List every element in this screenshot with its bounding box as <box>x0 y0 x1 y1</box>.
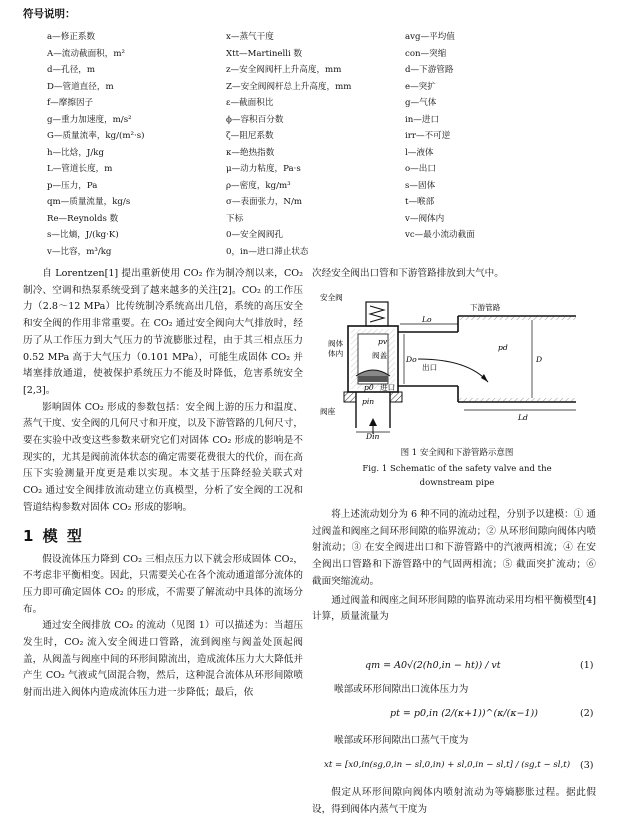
label-outlet: 出口 <box>422 363 438 372</box>
critical-flow-paragraph: 通过阀盖和阀座之间环形间隙的临界流动采用均相平衡模型[4]计算，质量流量为 <box>312 594 596 623</box>
section-title-model: 1 模 型 <box>23 526 84 545</box>
symbol-entry: s—比熵，J/(kg·K) <box>47 230 119 240</box>
symbol-entry: o—出口 <box>405 164 436 174</box>
label-valve-body: 阀体 <box>328 339 344 348</box>
symbol-entry: μ—动力粘度，Pa·s <box>226 164 301 174</box>
symbol-entry: t—喉部 <box>405 197 435 207</box>
symbol-entry: d—下游管路 <box>405 65 454 75</box>
symbol-entry: f—摩擦因子 <box>47 98 94 108</box>
label-safety-valve: 安全阀 <box>320 293 343 302</box>
throat-quality-text: 喉部或环形间隙出口蒸气干度为 <box>334 735 469 746</box>
symbol-entry: vc—最小流动截面 <box>405 230 475 240</box>
symbol-entry: z—安全阀阀杆上升高度，mm <box>226 65 342 75</box>
symbol-entry: Re—Reynolds 数 <box>47 213 119 224</box>
symbol-entry: con—突缩 <box>405 48 447 59</box>
label-pv: pv <box>378 337 388 346</box>
model-paragraph-1: 假设流体压力降到 CO₂ 三相点压力以下就会形成固体 CO₂，不考虑非平衡相变。因此，只需要关心在各个流动通道部分流体的压力即可确定固体 CO₂ 的形成，不需要了解流动中具体的流场分布。 <box>23 553 303 615</box>
isentropic-paragraph <box>312 785 596 818</box>
symbol-entry: ρ—密度，kg/m³ <box>226 180 291 191</box>
right-column <box>312 266 596 283</box>
figure-caption-cn: 图 1 安全阀和下游管路示意图 <box>400 448 514 458</box>
model-paragraph-2: 通过安全阀排放 CO₂ 的流动（见图 1）可以描述为：当超压发生时，CO₂ 流入安全阀进口管路，流到阀座与阀盖处顶起阀盖，从阀盖与阀座中间的环形间隙流出，造成流体压力大大降低并产生 CO₂ 气液或气固混合物，然后，这种混合流体从环形间隙喷射而出进入阀体内造成流体压力进一步降低；最后，依 <box>23 620 303 699</box>
equation-3: xt = [x0,in(sg,0,in − sl,0,in) + sl,0,in − sl,t] / (sg,t − sl,t) <box>324 760 571 770</box>
label-pin: pin <box>362 397 375 406</box>
label-D: D <box>536 355 543 364</box>
symbol-entry: L—管道长度，m <box>47 164 113 174</box>
label-pd: pd <box>498 343 508 352</box>
symbol-entry: d—孔径，m <box>47 65 96 75</box>
symbol-entry: 0，in—进口滞止状态 <box>226 246 309 257</box>
equation-1-number: (1) <box>580 660 594 671</box>
label-downstream: 下游管路 <box>470 303 501 312</box>
spring <box>370 306 384 322</box>
symbol-entry: avg—平均值 <box>405 32 455 42</box>
symbol-entry: G—质量流率，kg/(m²·s) <box>47 131 145 141</box>
symbol-entry: σ—表面张力，N/m <box>226 197 302 207</box>
symbol-entry: 下标 <box>226 213 244 224</box>
figure-caption-en-line2: downstream pipe <box>419 478 495 488</box>
symbol-entry: ε—截面积比 <box>226 98 274 108</box>
equation-3-number: (3) <box>580 760 594 771</box>
intro-paragraph-1: 自 Lorentzen[1] 提出重新使用 CO₂ 作为制冷剂以来，CO₂ 制冷、空调和热泵系统受到了越来越多的关注[2]。CO₂ 的工作压力（2.8～12 MPa）比传统制冷系统高出几倍，系统的高压安全和安全阀的作用非常重要。在 CO₂ 通过安全阀向大气排放时，经历了从工作压力到大气压力的节流膨胀过程，由于其三相点压力 0.52 MPa 高于大气压力（0.101 MPa），可能生成固体 CO₂ 并堵塞排放通道，使被保护系统压力不能及时降低，危害系统安全[2,3]。 <box>23 268 303 396</box>
label-seat: 阀座 <box>320 407 336 416</box>
throat-pressure-text: 喉部或环形间隙出口流体压力为 <box>334 684 469 695</box>
label-p0: p0 <box>364 383 374 392</box>
symbol-entry: in—进口 <box>405 114 440 125</box>
safety-valve-schematic <box>318 292 580 440</box>
symbol-entry: A—流动截面积，m² <box>47 48 125 59</box>
equation-2-number: (2) <box>580 708 594 719</box>
symbol-entry: h—比焓，J/kg <box>47 147 104 158</box>
label-Do: Do <box>406 355 417 364</box>
symbol-header: 符号说明： <box>23 8 76 20</box>
symbol-entry: g—气体 <box>405 98 437 108</box>
label-valve-cover: 阀盖 <box>372 351 388 360</box>
symbol-entry: Z—安全阀阀杆总上升高度，mm <box>226 81 352 92</box>
intro-paragraph-2: 影响固体 CO₂ 形成的参数包括：安全阀上游的压力和温度、蒸气干度、安全阀的几何尺寸和开度，以及下游管路的几何尺寸，要在实验中改变这些参数来研究它们对固体 CO₂ 形成的影响是不现实的，尤其是阀前流体状态的确定需要花费很大的代价，而在高压下实验测量开度更是难以实现。本文基于压降经验关联式对 CO₂ 通过安全阀排放流动建立仿真模型，分析了安全阀的工况和管道结构参数对固体 CO₂ 形成的影响。 <box>23 401 303 513</box>
isentropic-text: 假定从环形间隙向阀体内喷射流动为等熵膨胀过程。据此假设，得到阀体内蒸气干度为 <box>312 787 596 815</box>
symbol-entry: l—液体 <box>405 147 434 158</box>
right-column-lower <box>312 507 596 626</box>
continuation-paragraph: 次经安全阀出口管和下游管路排放到大气中。 <box>312 268 504 279</box>
label-Ld: Ld <box>518 413 528 422</box>
equation-2: pt = p0,in (2/(κ+1))^(κ/(κ−1)) <box>390 708 538 719</box>
symbol-entry: 0—安全阀阀孔 <box>226 230 284 240</box>
symbol-entry: e—突扩 <box>405 81 436 92</box>
symbol-entry: a—修正系数 <box>47 32 96 42</box>
symbol-entry: κ—绝热指数 <box>226 147 275 158</box>
symbol-entry: ϕ—容积百分数 <box>226 114 284 125</box>
symbol-entry: p—压力，Pa <box>47 180 98 191</box>
label-inlet: 进口 <box>380 383 396 392</box>
model-division-paragraph: 将上述流动划分为 6 种不同的流动过程，分别予以建模：① 通过阀盖和阀座之间环形间隙的临界流动；② 从环形间隙向阀体内喷射流动；③ 在安全阀进出口和下游管路中的汽液两相流；④ 在安全阀出口管路和下游管路中的气固两相流；⑤ 截面突扩流动；⑥ 截面突缩流动。 <box>312 509 596 587</box>
symbol-entry: qm—质量流量，kg/s <box>47 197 131 207</box>
label-Din: Din <box>366 432 380 440</box>
symbol-entry: ζ—阻尼系数 <box>226 131 274 141</box>
symbol-entry: v—比容，m³/kg <box>47 246 112 257</box>
symbol-entry: s—固体 <box>405 180 436 191</box>
figure-caption-en-line1: Fig. 1 Schematic of the safety valve and the <box>362 464 552 474</box>
symbol-entry: v—阀体内 <box>405 213 445 224</box>
symbol-entry: irr—不可逆 <box>405 131 451 141</box>
equation-1: qm = A0√(2(h0,in − ht)) / vt <box>365 660 501 671</box>
symbol-entry: D—管道直径，m <box>47 81 114 92</box>
symbol-entry: g—重力加速度，m/s² <box>47 114 132 125</box>
label-Lo: Lo <box>422 315 432 324</box>
symbol-entry: Xtt—Martinelli 数 <box>226 48 303 59</box>
symbol-entry: x—蒸气干度 <box>226 32 274 42</box>
label-valve-body-2: 体内 <box>328 349 344 358</box>
left-column <box>23 266 303 702</box>
